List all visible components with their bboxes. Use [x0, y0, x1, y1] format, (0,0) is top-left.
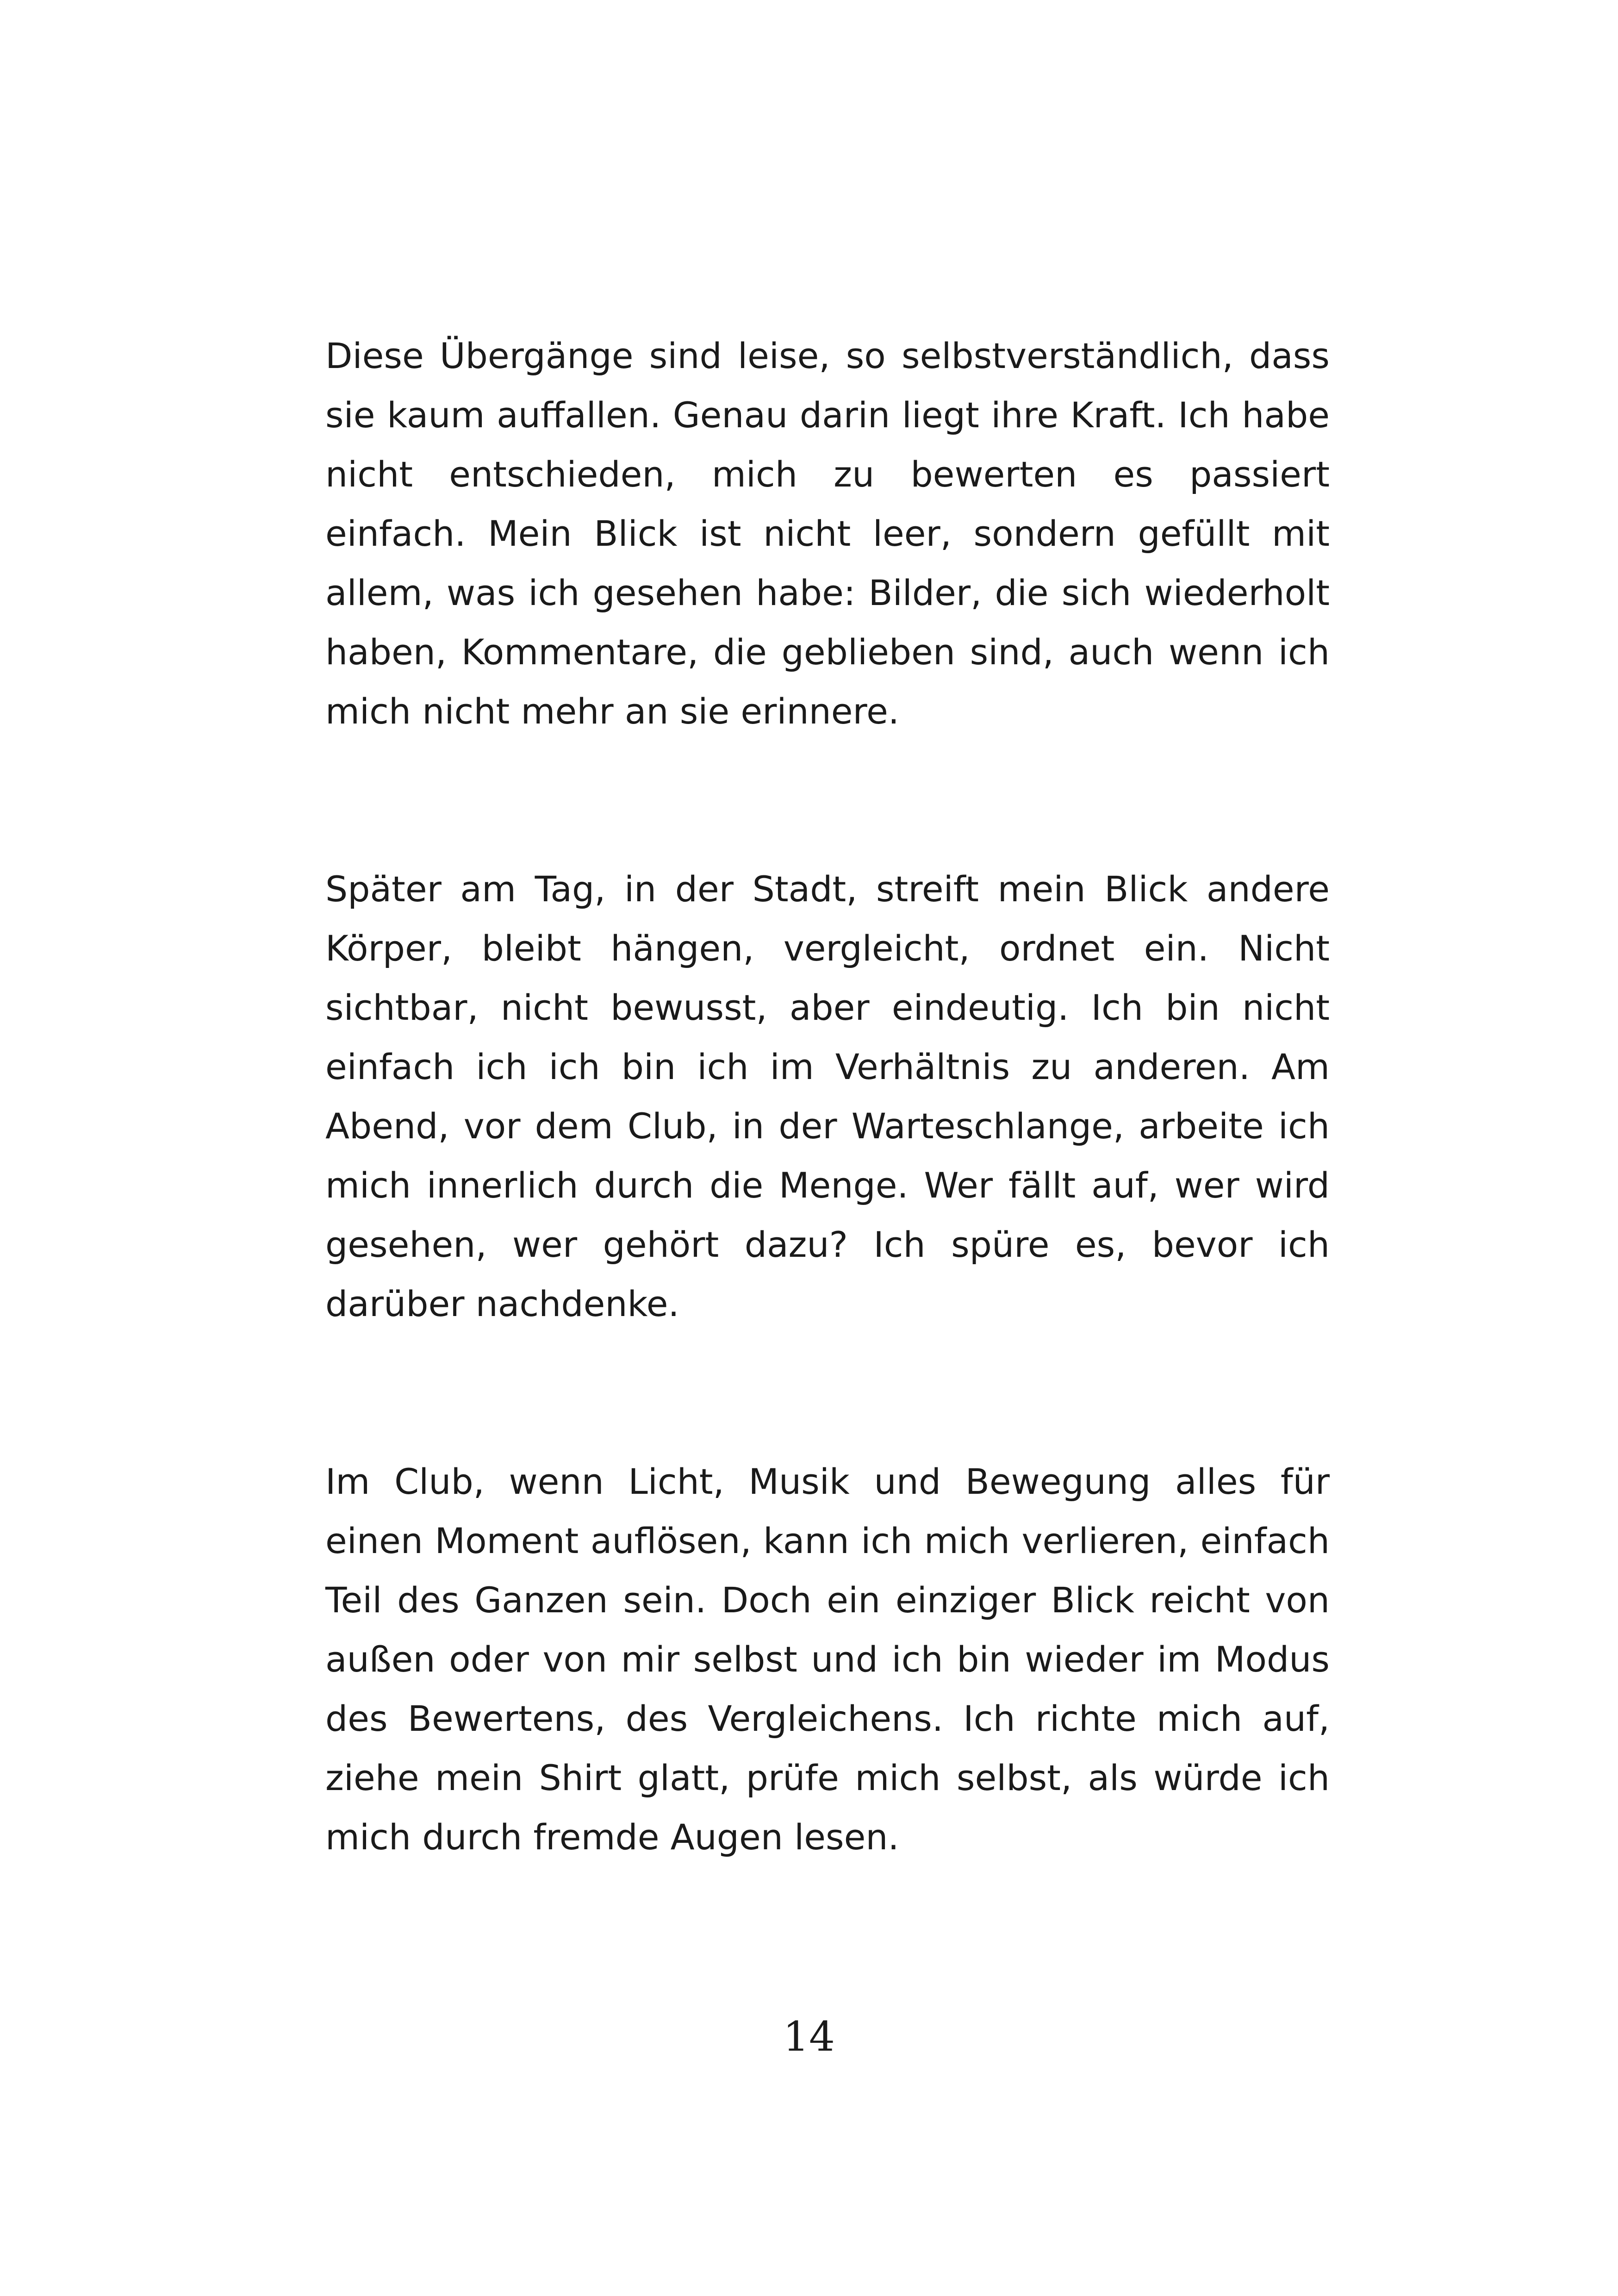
- paragraph-3: Im Club, wenn Licht, Musik und Bewegung alles für einen Moment auflösen, kann ich mich verlieren, einfach Teil des Ganzen sein. Doch ein einziger Blick reicht von außen oder von mir selbst und ich bin wieder im Modus des Bewertens, des Vergleichens. Ich richte mich auf, ziehe mein Shirt glatt, prüfe mich selbst, als würde ich mich durch fremde Augen lesen.: [325, 1461, 1330, 1858]
- paragraph-1: Diese Übergänge sind leise, so selbstverständlich, dass sie kaum auffallen. Genau darin liegt ihre Kraft. Ich habe nicht entschieden, mich zu bewerten es passiert einfach. Mein Blick ist nicht leer, sondern gefüllt mit allem, was ich gesehen habe: Bilder, die sich wiederholt haben, Kommentare, die geblieben sind, auch wenn ich mich nicht mehr an sie erinnere.: [325, 335, 1330, 732]
- body-text: [325, 326, 1330, 1867]
- paragraph-2: Später am Tag, in der Stadt, streift mein Blick andere Körper, bleibt hängen, vergleicht, ordnet ein. Nicht sichtbar, nicht bewusst, aber eindeutig. Ich bin nicht einfach ich ich bin ich im Verhältnis zu anderen. Am Abend, vor dem Club, in der Warteschlange, arbeite ich mich innerlich durch die Menge. Wer fällt auf, wer wird gesehen, wer gehört dazu? Ich spüre es, bevor ich darüber nachdenke.: [325, 868, 1330, 1324]
- page-number: 14: [783, 2013, 835, 2060]
